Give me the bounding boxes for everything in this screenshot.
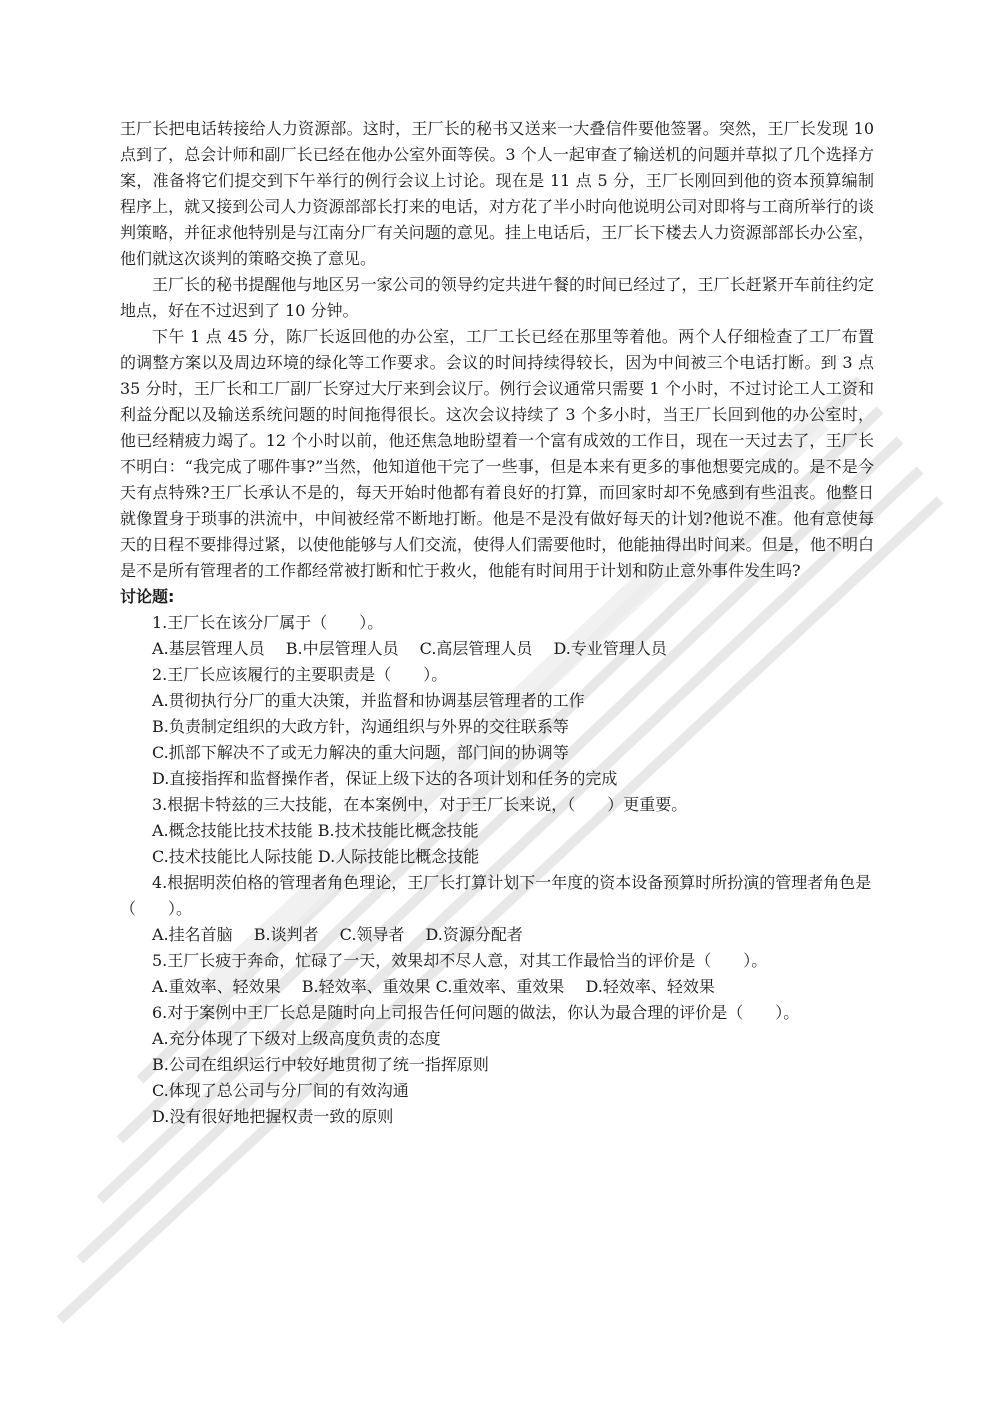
question-2-option-c: C.抓部下解决不了或无力解决的重大问题，部门间的协调等 (152, 743, 569, 762)
question-3-options-cd: C.技术技能比人际技能 D.人际技能比概念技能 (152, 847, 480, 866)
question-3: 3.根据卡特兹的三大技能，在本案例中，对于王厂长来说，（ ）更重要。 (152, 795, 688, 814)
paragraph-2: 王厂长的秘书提醒他与地区另一家公司的领导约定共进午餐的时间已经过了，王厂长赶紧开车前往约定地点，好在不过迟到了 10 分钟。 (120, 275, 874, 320)
question-2-option-b: B.负责制定组织的大政方针，沟通组织与外界的交往联系等 (152, 717, 569, 736)
question-2-option-d: D.直接指挥和监督操作者，保证上级下达的各项计划和任务的完成 (152, 769, 618, 788)
discussion-heading: 讨论题: (120, 587, 175, 606)
question-6-option-a: A.充分体现了下级对上级高度负责的态度 (152, 1029, 441, 1048)
question-2: 2.王厂长应该履行的主要职责是（ ）。 (152, 665, 448, 684)
question-4: 4.根据明茨伯格的管理者角色理论，王厂长打算计划下一年度的资本设备预算时所扮演的管理者角色是（ ）。 (120, 873, 872, 918)
paragraph-1: 王厂长把电话转接给人力资源部。这时，王厂长的秘书又送来一大叠信件要他签署。突然，王厂长发现 10 点到了，总会计师和副厂长已经在他办公室外面等侯。3 个人一起审查了输送机的问题并草拟了几个选择方案，准备将它们提交到下午举行的例行会议上讨论。现在是 11 点 5 分，王厂长刚回到他的资本预算编制程序上，就又接到公司人力资源部部长打来的电话，对方花了半小时向他说明公司对即将与工商所举行的谈判策略，并征求他特别是与江南分厂有关问题的意见。挂上电话后，王厂长下楼去人力资源部部长办公室，他们就这次谈判的策略交换了意见。 (120, 119, 874, 268)
question-6-option-b: B.公司在组织运行中较好地贯彻了统一指挥原则 (152, 1055, 489, 1074)
question-6: 6.对于案例中王厂长总是随时向上司报告任何问题的做法，你认为最合理的评价是（ ）。 (152, 1003, 800, 1022)
document-body (120, 116, 874, 1130)
question-1: 1.王厂长在该分厂属于（ ）。 (152, 613, 384, 632)
question-2-option-a: A.贯彻执行分厂的重大决策，并监督和协调基层管理者的工作 (152, 691, 585, 710)
question-6-option-d: D.没有很好地把握权责一致的原则 (152, 1107, 394, 1126)
question-5-options: A.重效率、轻效果 B.轻效率、重效果 C.重效率、重效果 D.轻效率、轻效果 (152, 977, 715, 996)
question-5: 5.王厂长疲于奔命，忙碌了一天，效果却不尽人意，对其工作最恰当的评价是（ ）。 (152, 951, 768, 970)
question-3-options-ab: A.概念技能比技术技能 B.技术技能比概念技能 (152, 821, 479, 840)
paragraph-3: 下午 1 点 45 分，陈厂长返回他的办公室，工厂工长已经在那里等着他。两个人仔细检查了工厂布置的调整方案以及周边环境的绿化等工作要求。会议的时间持续得较长，因为中间被三个电话打断。到 3 点 35 分时，王厂长和工厂副厂长穿过大厅来到会议厅。例行会议通常只需要 1 个小时，不过讨论工人工资和利益分配以及输送系统问题的时间拖得很长。这次会议持续了 3 个多小时，当王厂长回到他的办公室时，他已经精疲力竭了。12 个小时以前，他还焦急地盼望着一个富有成效的工作日，现在一天过去了，王厂长不明白：“我完成了哪件事?”当然，他知道他干完了一些事，但是本来有更多的事他想要完成的。是不是今天有点特殊?王厂长承认不是的，每天开始时他都有着良好的打算，而回家时却不免感到有些沮丧。他整日就像置身于琐事的洪流中，中间被经常不断地打断。他是不是没有做好每天的计划?他说不准。他有意使每天的日程不要排得过紧，以使他能够与人们交流，使得人们需要他时，他能抽得出时间来。但是，他不明白是不是所有管理者的工作都经常被打断和忙于救火，他能有时间用于计划和防止意外事件发生吗? (120, 327, 874, 580)
question-6-option-c: C.体现了总公司与分厂间的有效沟通 (152, 1081, 409, 1100)
question-4-options: A.挂名首脑 B.谈判者 C.领导者 D.资源分配者 (152, 925, 523, 944)
question-1-options: A.基层管理人员 B.中层管理人员 C.高层管理人员 D.专业管理人员 (152, 639, 667, 658)
